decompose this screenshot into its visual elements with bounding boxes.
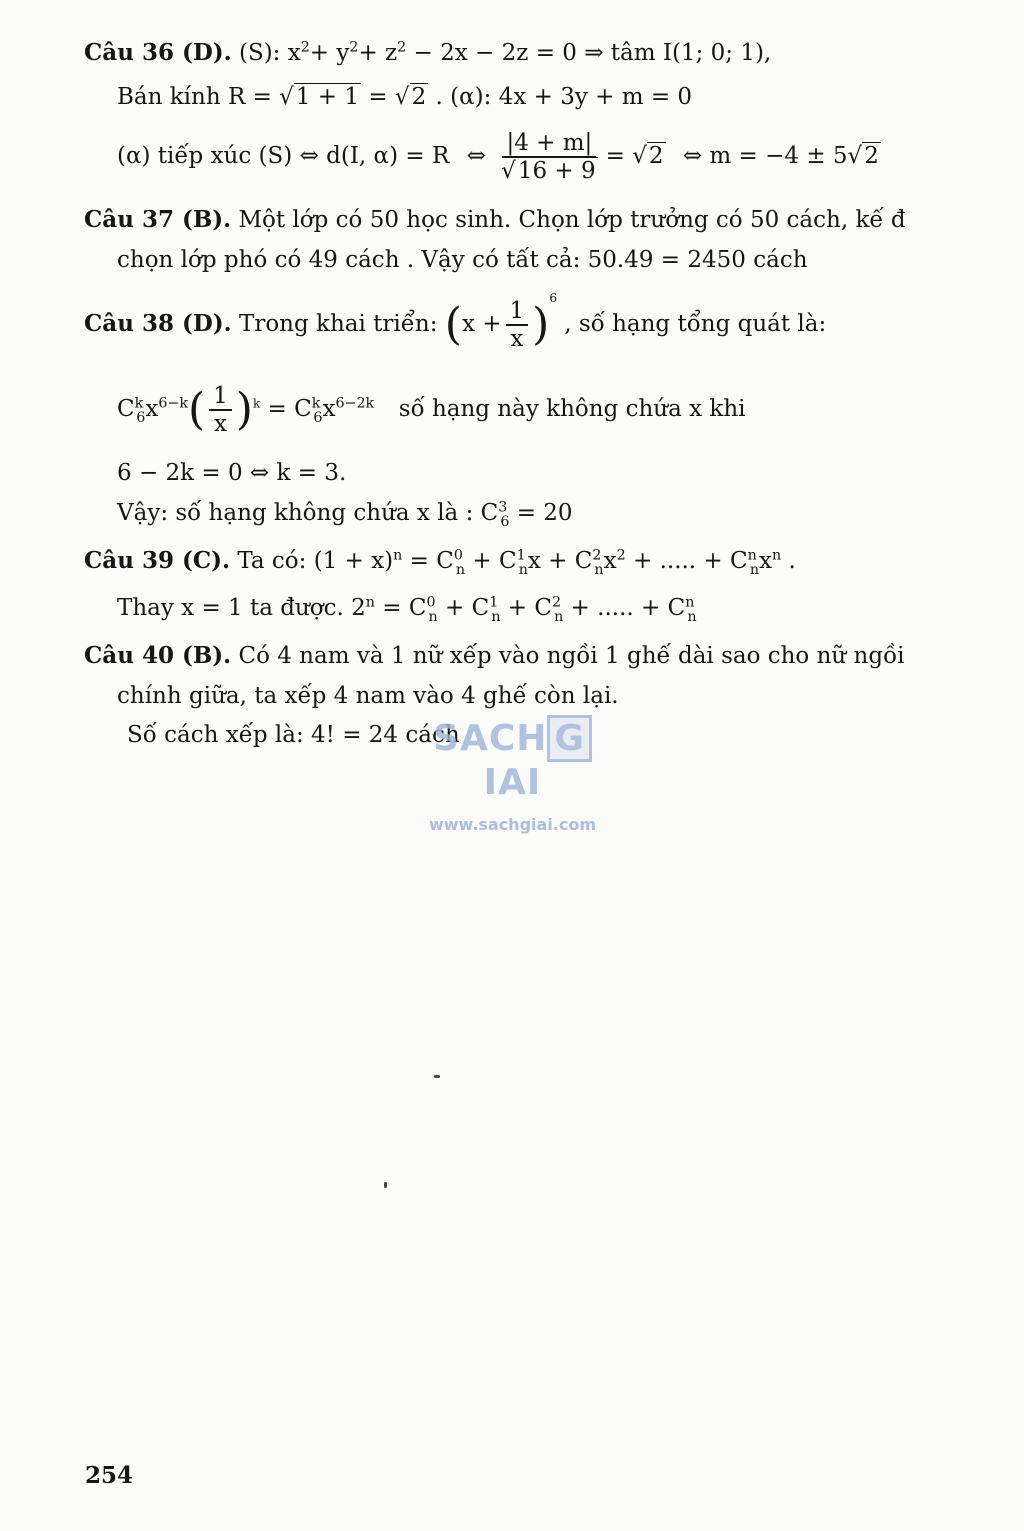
- q38-text-general: , số hạng tổng quát là:: [564, 311, 827, 337]
- q40-text-1: Có 4 nam và 1 nữ xếp vào ngồi 1 ghế dài sao cho nữ ngồi: [238, 643, 905, 669]
- q36-line-3: (α) tiếp xúc (S) ⇔ d(I, α) = R ⇔ $\frac{|4 + m|}{√16 + 9}$ = √2 ⇔ m = −4 ± 5√2: [117, 130, 879, 184]
- page-number: 254: [85, 1462, 134, 1489]
- q37-text-1: Một lớp có 50 học sinh. Chọn lớp trưởng có 50 cách, kế đ: [238, 207, 906, 233]
- q40-text-2: chính giữa, ta xếp 4 nam vào 4 ghế còn lại.: [117, 683, 619, 709]
- q38-line-3: [117, 458, 346, 488]
- q40-label: Câu 40 (B).: [84, 642, 232, 669]
- q38-text-condition: số hạng này không chứa x khi: [398, 396, 746, 422]
- q36-line-2: Bán kính R = √1 + 1 = √2 . (α): 4x + 3y + m = 0: [117, 84, 693, 110]
- q38-line-2: $C^k_6x^{6-k}$( $\frac{1}{x}$ )$^k = C^k_6x^{6-2k}$ số hạng này không chứa x khi: [117, 383, 746, 437]
- q39-line-1: Câu 39 (C). Ta có: $(1 + x)^n = C^0_n + C^1_nx + C^2_nx^2$ + ..... + $C^n_nx^n$ .: [84, 547, 796, 578]
- q39-label: Câu 39 (C).: [84, 547, 231, 574]
- q37-line-2: [117, 245, 808, 275]
- q36-fraction: $\frac{|4 + m|}{√16 + 9}$: [501, 130, 596, 184]
- q38-line-1: Câu 38 (D). Trong khai triển: (x + $\frac{1}{x}$ )$^6$ , số hạng tổng quát là:: [84, 291, 827, 352]
- q36-label: Câu 36 (D).: [84, 39, 232, 66]
- q39-line-2: Thay x = 1 ta được. $2^n = C^0_n + C^1_n + C^2_n$ + ..... + $C^n_n$: [117, 594, 697, 625]
- q38-label: Câu 38 (D).: [84, 310, 232, 337]
- watermark: [410, 715, 615, 834]
- q36-line-1: [84, 38, 771, 68]
- q38-line-4: Vậy: số hạng không chứa x là : $C^3_6 = 20$: [117, 499, 573, 530]
- q37-line-1: [84, 205, 906, 235]
- q37-label: Câu 37 (B).: [84, 206, 232, 233]
- q37-text-2: chọn lớp phó có 49 cách . Vậy có tất cả: 50.49 = 2450 cách: [117, 247, 808, 273]
- q40-text-3: Số cách xếp là: 4! = 24 cách: [127, 722, 460, 748]
- watermark-url: www.sachgiai.com: [428, 815, 597, 834]
- watermark-logo: SACH GIAI: [410, 715, 615, 803]
- q38-text-intro: Trong khai triển:: [238, 311, 438, 337]
- q40-line-1: [84, 641, 905, 671]
- q38-text-solve: 6 − 2k = 0 ⇔ k = 3.: [117, 460, 347, 486]
- print-speck: [384, 1182, 387, 1188]
- q36-sphere-equation: (S): $x^2+ y^2+ z^2 - 2x - 2z = 0$ ⇒ tâm I(1; 0; 1),: [238, 39, 772, 66]
- print-speck: [434, 1075, 440, 1078]
- q40-line-2: [117, 681, 619, 711]
